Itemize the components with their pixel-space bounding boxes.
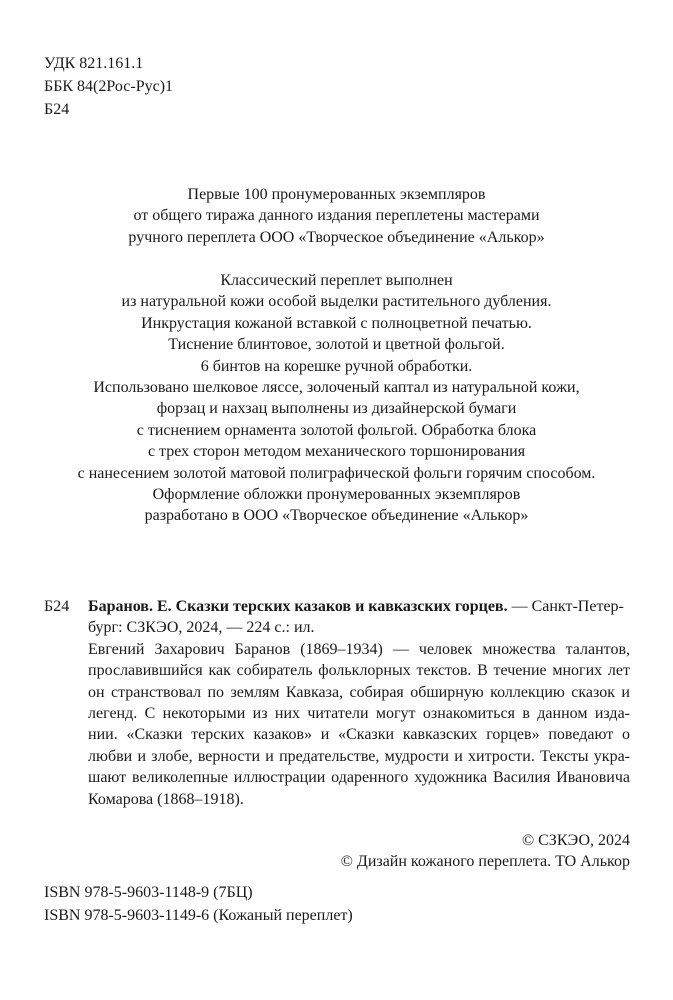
annotation-line: легенд. С некоторыми из них читатели могут ознакомиться в данном изда-: [88, 705, 630, 723]
intro-line: от общего тиража данного издания переплетены мастерами: [133, 207, 540, 225]
annotation-line: любви и злобе, верности и предательстве, мудрости и хитрости. Тексты укра-: [88, 747, 630, 765]
binding-line: с трех сторон методом механического торшонирования: [147, 443, 526, 461]
annotation-last-line: Комарова (1868–1918).: [88, 790, 244, 808]
bibliographic-heading-line2: бург: СЗКЭО, 2024, — 224 с.: ил.: [88, 619, 315, 637]
binding-line: Оформление обложки пронумерованных экземпляров: [152, 486, 521, 504]
numbered-copies-note: [0, 184, 673, 248]
binding-line: разработано в ООО «Творческое объединение «Алькор»: [144, 507, 529, 525]
annotation-line: шают великолепные иллюстрации одаренного художника Василия Ивановича: [88, 769, 630, 787]
binding-line: Использовано шелковое ляссе, золоченый каптал из натуральной кожи,: [93, 379, 580, 397]
copyright-block: [341, 830, 630, 873]
intro-line: ручного переплета ООО «Творческое объединение «Алькор»: [128, 228, 545, 246]
copyright-design: © Дизайн кожаного переплета. ТО Алькор: [340, 853, 630, 871]
author-sign: Б24: [44, 101, 70, 118]
isbn-standard: ISBN 978-5-9603-1148-9 (7БЦ): [44, 884, 253, 901]
binding-line: Тиснение блинтовое, золотой и цветной фольгой.: [168, 336, 505, 354]
bibliographic-heading-rest: — Санкт-Петер-: [511, 598, 624, 615]
intro-line: Первые 100 пронумерованных экземпляров: [187, 186, 486, 203]
binding-line: 6 бинтов на корешке ручной обработки.: [200, 357, 473, 375]
bibliographic-heading-bold: Баранов. Е. Сказки терских казаков и кавказских горцев.: [88, 598, 508, 615]
bibliographic-heading: [88, 596, 630, 617]
classification-codes: [44, 52, 173, 121]
binding-line: Классический переплет выполнен: [220, 272, 453, 289]
entry-code: Б24: [44, 598, 70, 615]
bbk-code: ББК 84(2Рос-Рус)1: [44, 78, 174, 95]
binding-line: форзац и нахзац выполнены из дизайнерской бумаги: [156, 400, 517, 418]
binding-line: Инкрустация кожаной вставкой с полноцветной печатью.: [141, 314, 532, 332]
binding-line: из натуральной кожи особой выделки растительного дубления.: [121, 293, 552, 311]
binding-line: с тиснением орнамента золотой фольгой. Обработка блока: [136, 421, 537, 439]
isbn-leather: ISBN 978-5-9603-1149-6 (Кожаный переплет): [44, 907, 353, 924]
binding-line: с нанесением золотой матовой полиграфической фольги горячим способом.: [77, 464, 596, 482]
binding-description: [0, 270, 673, 527]
annotation-line: прославившийся как собиратель фольклорных текстов. В течение многих лет: [88, 662, 630, 680]
annotation-line: нии. «Сказки терских казаков» и «Сказки кавказских горцев» поведают о: [88, 726, 630, 744]
isbn-block: [44, 881, 353, 927]
annotation-line: он странствовал по землям Кавказа, собирая обширную коллекцию сказок и: [88, 683, 630, 701]
udk-code: УДК 821.161.1: [44, 55, 144, 72]
entry-body: [88, 596, 630, 810]
copyright-publisher: © СЗКЭО, 2024: [521, 832, 630, 849]
annotation-line: Евгений Захарович Баранов (1869–1934) — человек множества талантов,: [88, 640, 630, 658]
